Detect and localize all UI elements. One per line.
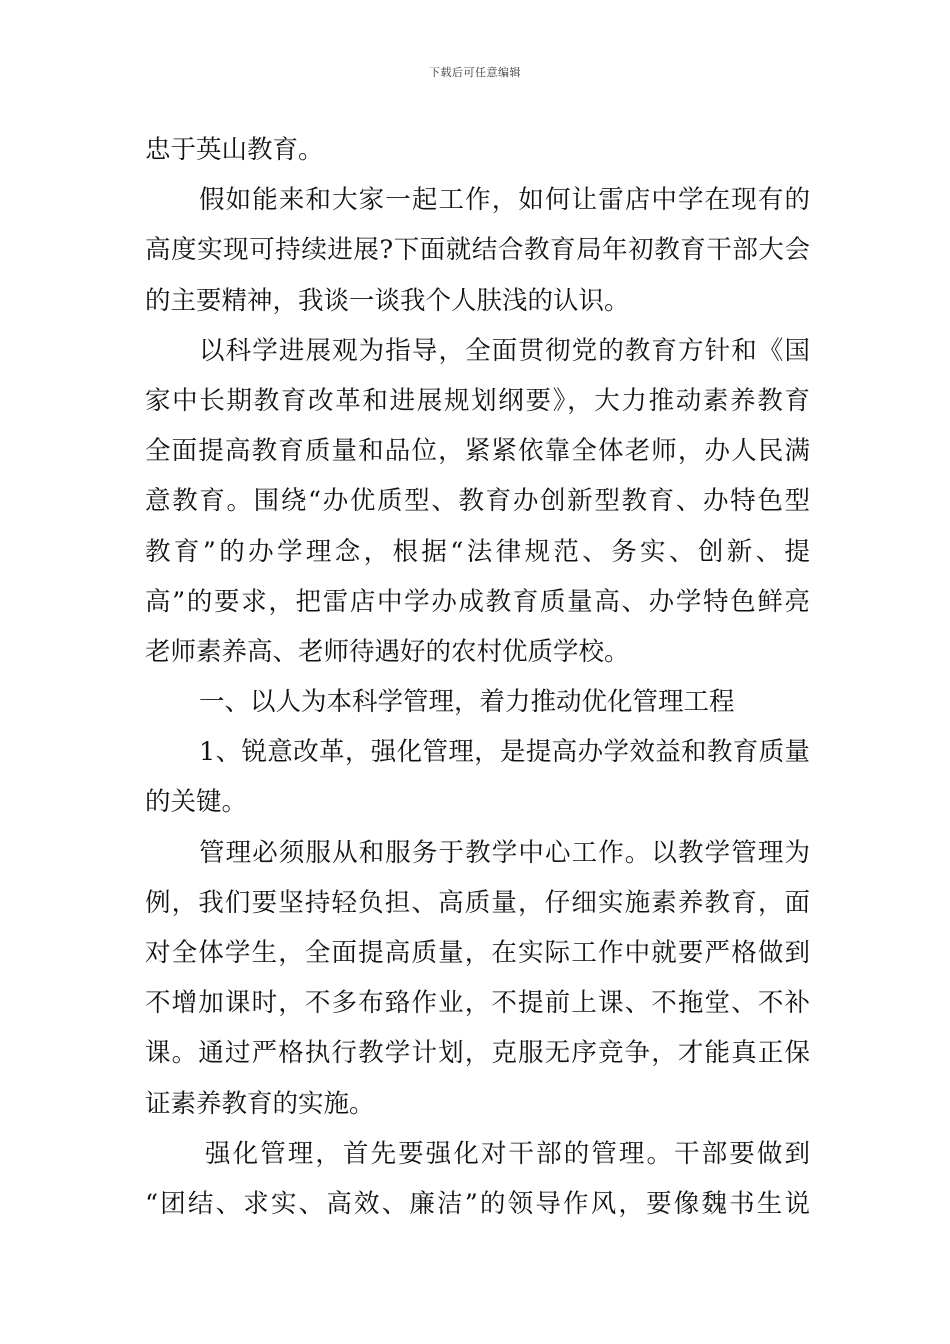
text-line: 例，我们要坚持轻负担、高质量，仔细实施素养教育，面	[145, 887, 810, 918]
text-line: 全面提高教育质量和品位，紧紧依靠全体老师，办人民满	[145, 436, 810, 467]
text-line: 对全体学生，全面提高质量，在实际工作中就要严格做到	[145, 938, 810, 968]
text-line: 家中长期教育改革和进展规划纲要》，大力推动素养教育	[145, 385, 810, 416]
text-line: 假如能来和大家一起工作，如何让雷店中学在现有的	[199, 185, 810, 216]
text-line: 证素养教育的实施。	[145, 1088, 375, 1119]
page-header: 下载后可任意编辑	[429, 66, 521, 79]
text-line: 高度实现可持续进展?下面就结合教育局年初教育干部大会	[145, 235, 810, 266]
text-line: 老师素养高、老师待遇好的农村优质学校。	[145, 636, 630, 667]
text-line: 的主要精神，我谈一谈我个人肤浅的认识。	[145, 285, 630, 316]
text-line: 高”的要求，把雷店中学办成教育质量高、办学特色鲜亮	[145, 586, 810, 617]
text-line: 管理必须服从和服务于教学中心工作。以教学管理为	[199, 837, 810, 868]
document-body	[145, 125, 810, 1229]
text-line: 1、锐意改革，强化管理，是提高办学效益和教育质量	[199, 737, 810, 768]
text-line: 以科学进展观为指导，全面贯彻党的教育方针和《国	[199, 335, 810, 366]
text-line: 强化管理，首先要强化对干部的管理。干部要做到	[205, 1138, 810, 1169]
text-line: 课。通过严格执行教学计划，克服无序竞争，才能真正保	[145, 1038, 810, 1069]
text-line: 教育”的办学理念，根据“法律规范、务实、创新、提	[145, 536, 810, 567]
text-line: “团结、求实、高效、廉洁”的领导作风，要像魏书生说	[145, 1188, 810, 1219]
text-line: 不增加课时，不多布臵作业，不提前上课、不拖堂、不补	[145, 988, 810, 1019]
text-line: 意教育。围绕“办优质型、教育办创新型教育、办特色型	[145, 486, 810, 517]
section-heading: 一、以人为本科学管理，着力推动优化管理工程	[199, 687, 735, 718]
text-line: 的关键。	[145, 787, 248, 818]
text-line: 忠于英山教育。	[145, 135, 324, 165]
